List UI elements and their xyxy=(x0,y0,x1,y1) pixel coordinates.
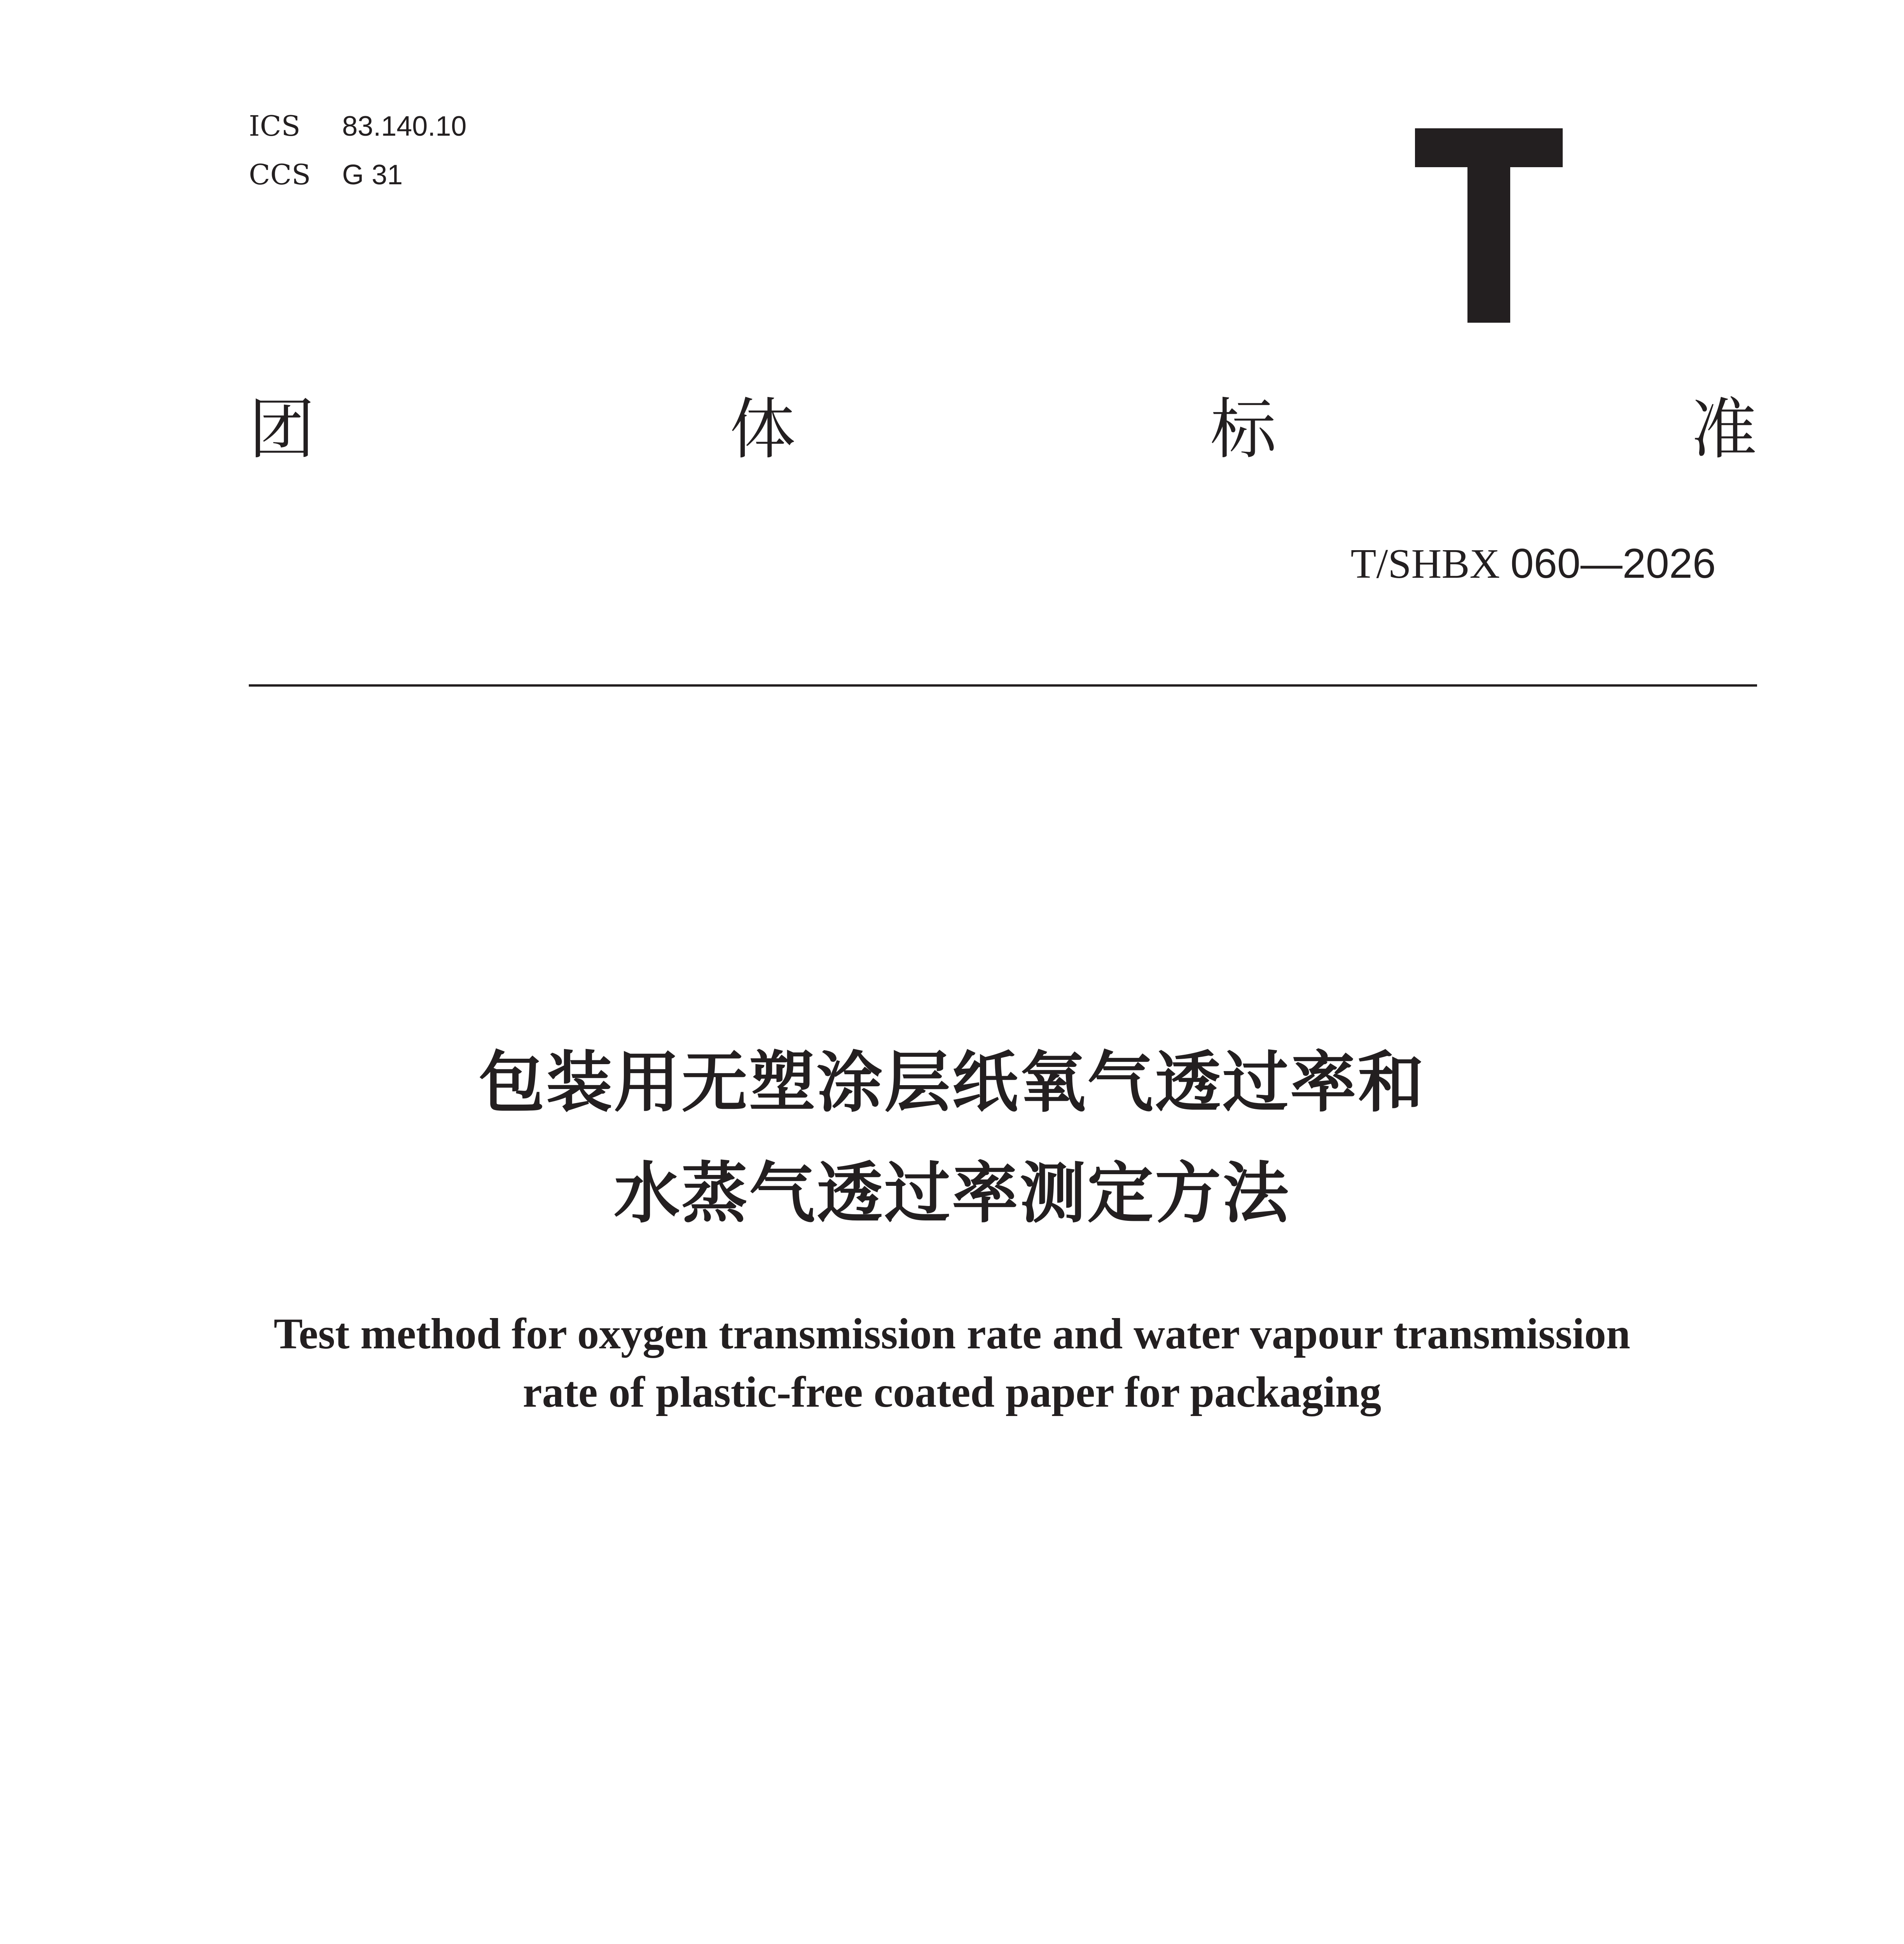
title-cn-line1: 包装用无塑涂层纸氧气透过率和 xyxy=(478,1044,1425,1121)
standard-type-char: 体 xyxy=(729,391,796,468)
standard-type-char: 准 xyxy=(1691,391,1757,468)
ics-code xyxy=(249,112,466,140)
ccs-value: G 31 xyxy=(342,159,403,191)
ccs-code xyxy=(249,158,403,191)
title-en-line1: Test method for oxygen transmission rate and water vapour transmission xyxy=(274,1310,1630,1358)
title-cn-line2: 水蒸气透过率测定方法 xyxy=(613,1155,1290,1232)
standard-type-heading xyxy=(249,389,1757,470)
standard-number-value: 060—2026 xyxy=(1510,540,1716,587)
standard-number xyxy=(1350,542,1716,585)
standard-type-letter-mark xyxy=(1415,128,1563,323)
header-divider xyxy=(249,684,1757,687)
ccs-label: CCS xyxy=(249,158,311,191)
standard-number-prefix: T/SHBX xyxy=(1350,541,1500,587)
ics-label: ICS xyxy=(249,110,300,142)
title-en-line2: rate of plastic-free coated paper for packaging xyxy=(522,1368,1382,1416)
standard-type-char: 团 xyxy=(249,391,315,468)
standard-type-char: 标 xyxy=(1210,391,1277,468)
ics-value: 83.140.10 xyxy=(342,111,467,142)
